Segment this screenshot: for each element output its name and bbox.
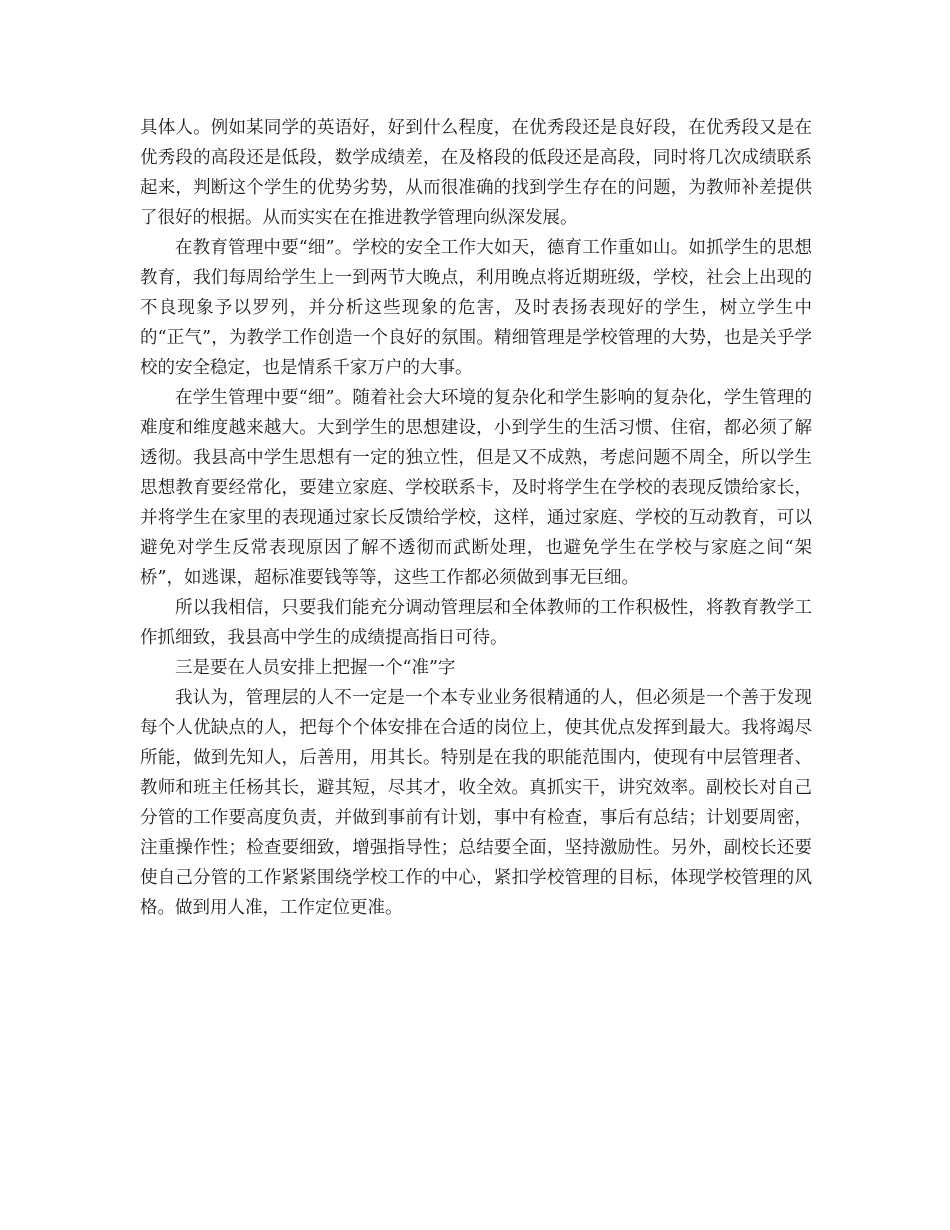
paragraph-4: 所以我相信，只要我们能充分调动管理层和全体教师的工作积极性，将教育教学工作抓细致，我县高中学生的成绩提高指日可待。 bbox=[140, 598, 812, 648]
section-heading: 三是要在人员安排上把握一个“准”字 bbox=[175, 658, 456, 678]
paragraph-1: 具体人。例如某同学的英语好，好到什么程度，在优秀段还是良好段，在优秀段又是在优秀段的高段还是低段，数学成绩差，在及格段的低段还是高段，同时将几次成绩联系起来，判断这个学生的优势劣势，从而很准确的找到学生存在的问题，为教师补差提供了很好的根据。从而实实在在推进教学管理向纵深发展。 bbox=[140, 118, 812, 228]
document-body bbox=[140, 113, 812, 923]
paragraph-2: 在教育管理中要“细”。学校的安全工作大如天，德育工作重如山。如抓学生的思想教育，我们每周给学生上一到两节大晚点，利用晚点将近期班级，学校，社会上出现的不良现象予以罗列，并分析这些现象的危害，及时表扬表现好的学生，树立学生中的“正气”，为教学工作创造一个良好的氛围。精细管理是学校管理的大势，也是关乎学校的安全稳定，也是情系千家万户的大事。 bbox=[140, 238, 812, 378]
paragraph-5: 我认为，管理层的人不一定是一个本专业业务很精通的人，但必须是一个善于发现每个人优缺点的人，把每个个体安排在合适的岗位上，使其优点发挥到最大。我将竭尽所能，做到先知人，后善用，用其长。特别是在我的职能范围内，使现有中层管理者、教师和班主任杨其长，避其短，尽其才，收全效。真抓实干，讲究效率。副校长对自己分管的工作要高度负责，并做到事前有计划，事中有检查，事后有总结；计划要周密，注重操作性；检查要细致，增强指导性；总结要全面，坚持激励性。另外，副校长还要使自己分管的工作紧紧围绕学校工作的中心，紧扣学校管理的目标，体现学校管理的风格。做到用人准，工作定位更准。 bbox=[140, 688, 812, 918]
paragraph-3: 在学生管理中要“细”。随着社会大环境的复杂化和学生影响的复杂化，学生管理的难度和维度越来越大。大到学生的思想建设，小到学生的生活习惯、住宿，都必须了解透彻。我县高中学生思想有一定的独立性，但是又不成熟，考虑问题不周全，所以学生思想教育要经常化，要建立家庭、学校联系卡，及时将学生在学校的表现反馈给家长，并将学生在家里的表现通过家长反馈给学校，这样，通过家庭、学校的互动教育，可以避免对学生反常表现原因了解不透彻而武断处理，也避免学生在学校与家庭之间“架桥”，如逃课，超标准要钱等等，这些工作都必须做到事无巨细。 bbox=[140, 388, 812, 588]
